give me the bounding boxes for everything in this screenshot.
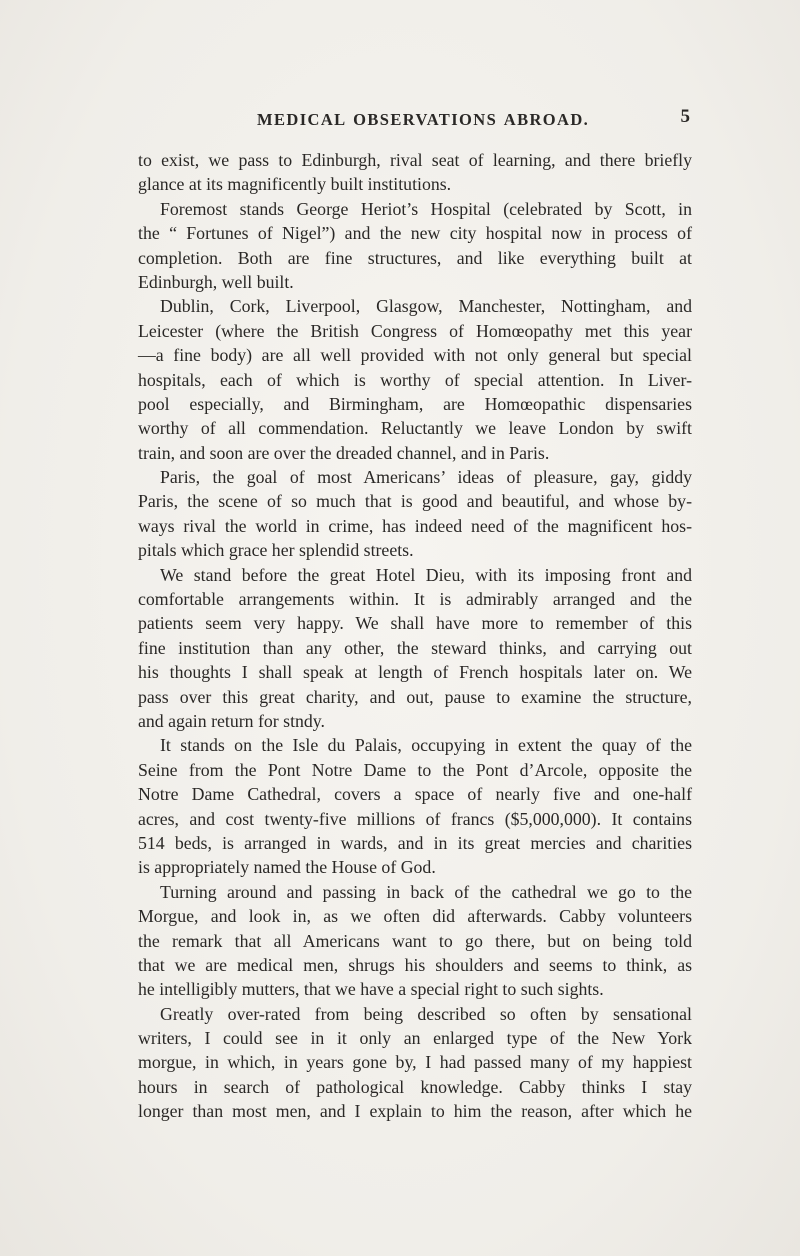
page-number: 5 bbox=[680, 106, 690, 127]
text-line: Seine from the Pont Notre Dame to the Pont d’Arcole, opposite the bbox=[138, 759, 692, 780]
text-line: hours in search of pathological knowledge. Cabby thinks I stay bbox=[138, 1076, 692, 1097]
text-line: Foremost stands George Heriot’s Hospital (celebrated by Scott, in bbox=[160, 198, 692, 219]
text-line: morgue, in which, in years gone by, I had passed many of my happiest bbox=[138, 1052, 692, 1073]
text-line: Paris, the scene of so much that is good and beautiful, and whose by- bbox=[138, 491, 692, 512]
text-line: train, and soon are over the dreaded channel, and in Paris. bbox=[138, 442, 550, 463]
text-line: 514 beds, is arranged in wards, and in its great mercies and charities bbox=[138, 832, 692, 853]
text-line: pool especially, and Birmingham, are Homœopathic dispensaries bbox=[138, 393, 692, 414]
text-line: Edinburgh, well built. bbox=[138, 271, 294, 292]
text-line: that we are medical men, shrugs his shoulders and seems to think, as bbox=[138, 954, 692, 975]
text-line: Morgue, and look in, as we often did afterwards. Cabby volunteers bbox=[138, 906, 692, 927]
text-line: longer than most men, and I explain to him the reason, after which he bbox=[138, 1101, 692, 1122]
text-line: acres, and cost twenty-five millions of francs ($5,000,000). It contains bbox=[138, 808, 692, 829]
text-line: It stands on the Isle du Palais, occupying in extent the quay of the bbox=[160, 735, 692, 756]
text-line: his thoughts I shall speak at length of French hospitals later on. We bbox=[138, 662, 692, 683]
text-line: Paris, the goal of most Americans’ ideas of pleasure, gay, giddy bbox=[160, 467, 692, 488]
running-head: MEDICAL OBSERVATIONS ABROAD. bbox=[257, 110, 590, 129]
text-line: Greatly over-rated from being described so often by sensational bbox=[160, 1003, 692, 1024]
text-line: pass over this great charity, and out, pause to examine the structure, bbox=[138, 686, 692, 707]
text-line: to exist, we pass to Edinburgh, rival seat of learning, and there briefly bbox=[138, 150, 692, 170]
text-line: hospitals, each of which is worthy of special attention. In Liver- bbox=[138, 369, 692, 390]
text-line: Turning around and passing in back of the cathedral we go to the bbox=[160, 881, 692, 902]
text-line: and again return for stndy. bbox=[138, 710, 325, 731]
text-line: the remark that all Americans want to go there, but on being told bbox=[138, 930, 692, 951]
page-header bbox=[140, 106, 690, 134]
text-line: Notre Dame Cathedral, covers a space of nearly five and one-half bbox=[138, 784, 692, 805]
text-line: completion. Both are fine structures, and like everything built at bbox=[138, 247, 692, 268]
text-line: glance at its magnificently built institutions. bbox=[138, 174, 452, 195]
text-line: —a fine body) are all well provided with not only general but special bbox=[138, 345, 692, 366]
text-line: ways rival the world in crime, has indeed need of the magnificent hos- bbox=[138, 515, 692, 536]
text-line: We stand before the great Hotel Dieu, with its imposing front and bbox=[160, 564, 692, 585]
text-line: writers, I could see in it only an enlarged type of the New York bbox=[138, 1028, 692, 1049]
text-line: Dublin, Cork, Liverpool, Glasgow, Manchester, Nottingham, and bbox=[160, 296, 692, 317]
text-line: is appropriately named the House of God. bbox=[138, 857, 436, 878]
text-line: pitals which grace her splendid streets. bbox=[138, 540, 414, 561]
text-line: the “ Fortunes of Nigel”) and the new city hospital now in process of bbox=[138, 223, 692, 244]
text-line: comfortable arrangements within. It is admirably arranged and the bbox=[138, 589, 692, 610]
text-line: Leicester (where the British Congress of Homœopathy met this year bbox=[138, 320, 692, 341]
text-line: worthy of all commendation. Reluctantly we leave London by swift bbox=[138, 418, 692, 439]
body-text bbox=[138, 148, 692, 1124]
text-line: he intelligibly mutters, that we have a special right to such sights. bbox=[138, 979, 604, 1000]
text-line: patients seem very happy. We shall have more to remember of this bbox=[138, 613, 692, 634]
text-line: fine institution than any other, the steward thinks, and carrying out bbox=[138, 637, 692, 658]
